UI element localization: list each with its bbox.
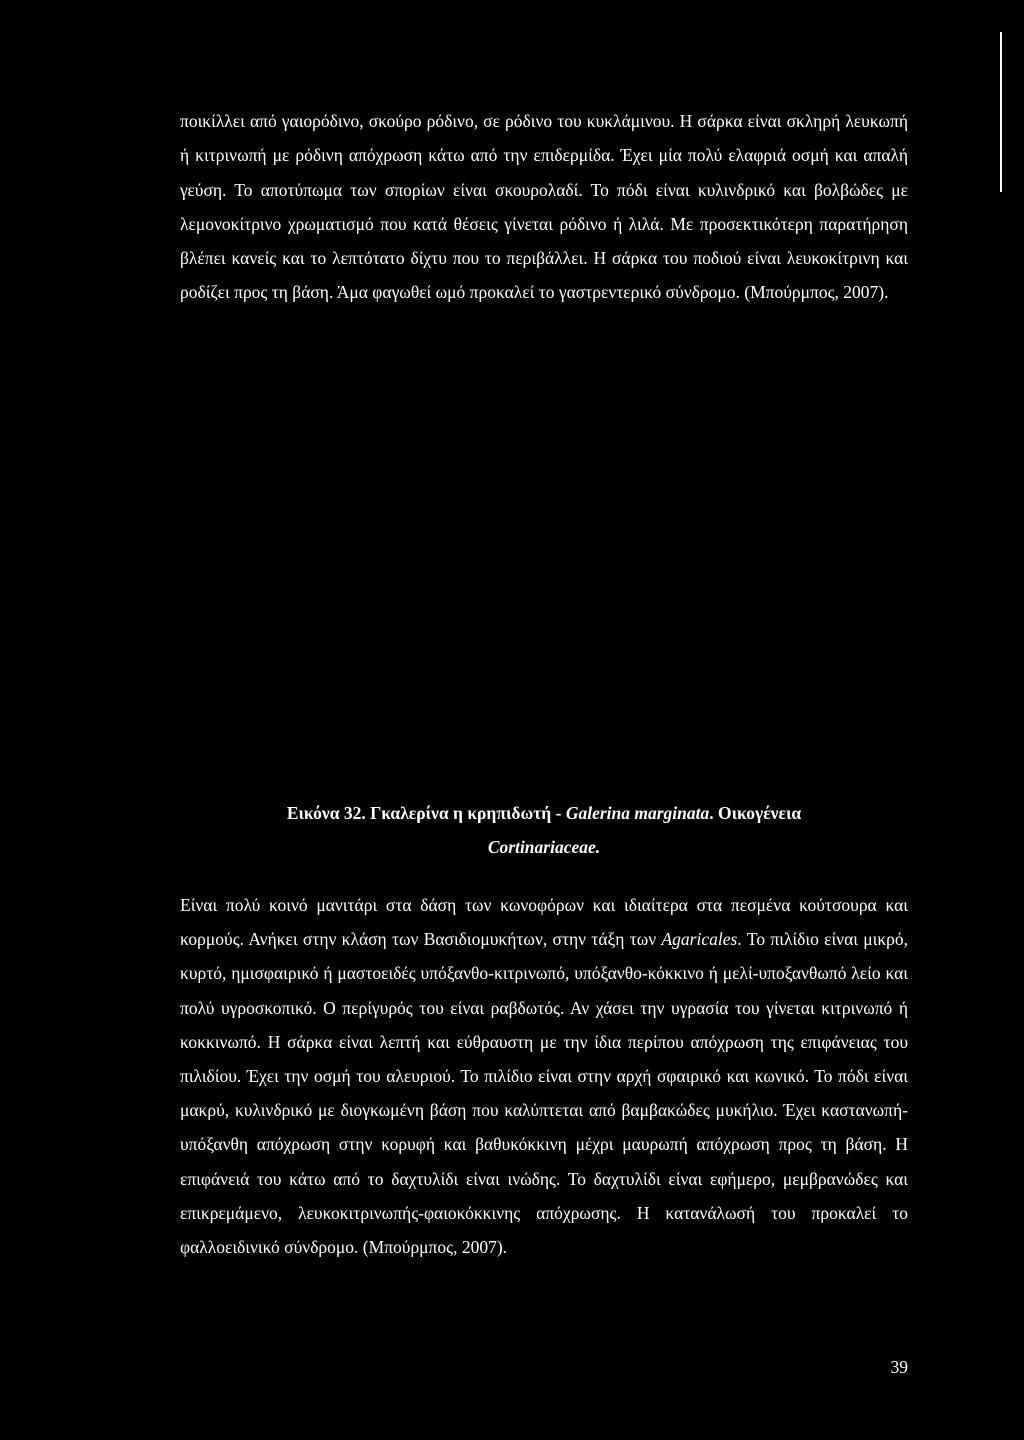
caption-suffix: . <box>595 837 601 857</box>
paragraph-2-order: Agaricales <box>661 929 738 950</box>
page-number: 39 <box>890 1357 908 1377</box>
caption-label: Εικόνα 32. Γκαλερίνα η κρηπιδωτή - <box>286 803 566 823</box>
caption-family: Cortinariaceae <box>487 837 596 857</box>
paragraph-2-part-2: . Το πιλίδιο είναι μικρό, κυρτό, ημισφαιρικό ή μαστοειδές υπόξανθο-κιτρινωπό, υπόξανθο-κόκκινο ή μελί-υποξανθωπό λείο και πολύ υγροσκοπικό. Ο περίγυρός του είναι ραβδωτός. Αν χάσει την υγρασία του γίνεται κιτρινωπό ή κοκκινωπό. Η σάρκα είναι λεπτή και εύθραυστη με την ίδια περίπου απόχρωση της επιφάνειας του πιλιδίου. Έχει την οσμή του αλευριού. Το πιλίδιο είναι στην αρχή σφαιρικό και κωνικό. Το πόδι είναι μακρύ, κυλινδρικό με διογκωμένη βάση που καλύπτεται από βαμβακώδες μυκήλιο. Έχει καστανωπή-υπόξανθη απόχρωση στην κορυφή και βαθυκόκκινη μέχρι μαυρωπή απόχρωση προς τη βάση. Η επιφάνειά του κάτω από το δαχτυλίδι είναι ινώδης. Το δαχτυλίδι είναι εφήμερο, μεμβρανώδες και επικρεμάμενο, λευκοκιτρινωπής-φαιοκόκκινης απόχρωσης. Η κατανάλωσή του προκαλεί το φαλλοειδινικό σύνδρομο. (Μπούρμπος, 2007). <box>180 929 908 1258</box>
figure-caption <box>180 796 908 864</box>
scan-edge-line <box>1000 32 1002 192</box>
caption-family-prefix: . Οικογένεια <box>709 803 802 823</box>
caption-species: Galerina marginata <box>565 803 710 823</box>
body-paragraph-2 <box>180 888 908 1264</box>
paragraph-2-part-1: Είναι πολύ κοινό μανιτάρι στα δάση των κωνοφόρων και ιδιαίτερα στα πεσμένα κούτσουρα και κορμούς. Ανήκει στην κλάση των Βασιδιομυκήτων, στην τάξη των <box>180 895 908 950</box>
body-paragraph-1: ποικίλλει από γαιορόδινο, σκούρο ρόδινο, σε ρόδινο του κυκλάμινου. Η σάρκα είναι σκληρή λευκωπή ή κιτρινωπή με ρόδινη απόχρωση κάτω από την επιδερμίδα. Έχει μία πολύ ελαφριά οσμή και απαλή γεύση. Το αποτύπωμα των σπορίων είναι σκουρολαδί. Το πόδι είναι κυλινδρικό και βολβώδες με λεμονοκίτρινο χρωματισμό που κατά θέσεις γίνεται ρόδινο ή λιλά. Με προσεκτικότερη παρατήρηση βλέπει κανείς και το λεπτότατο δίχτυ που το περιβάλλει. Η σάρκα του ποδιού είναι λευκοκίτρινη και ροδίζει προς τη βάση. Άμα φαγωθεί ωμό προκαλεί το γαστρεντερικό σύνδρομο. (Μπούρμπος, 2007). <box>180 111 908 303</box>
